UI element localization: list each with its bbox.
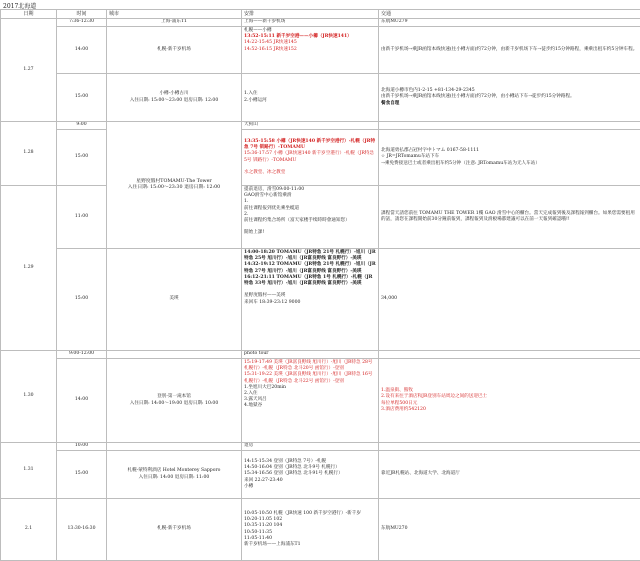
time-cell: 15:00: [57, 451, 107, 499]
table-row: [1, 499, 640, 561]
schedule-line: 星野度假村——美瑛: [244, 293, 376, 299]
sheet-title: 2017北海道: [3, 1, 36, 10]
city-checkin: 入住日期: 15:00～23:00 退房日期: 12:00: [109, 98, 239, 104]
transport-text: 北海道小樽市色内1-2-15 +81-134-29-2345 由新千岁机场→乘JR函馆本线快速(往小樽方面)约72分钟，由小樽站下车→徒步约15分钟路程。: [381, 88, 638, 100]
city-name: 星野度假村TOMAMU-The Tower: [109, 179, 239, 185]
schedule-cell: [242, 74, 379, 122]
table-row: [1, 351, 640, 359]
schedule-line: 14:32-19:12 TOMAMU（JR特急 21号 札幌行）-旭川（JR特急 27号 旭川行）-旭川（JR富良野线 富良野行）-美瑛: [244, 262, 376, 274]
city-checkin: 入住日期: 14:00 退房日期: 11:00: [109, 475, 239, 481]
transport-cell: [379, 130, 640, 186]
schedule-line: 提前退房，滑雪09:00-11:00: [244, 187, 376, 193]
time-cell: 15:00: [57, 74, 107, 122]
schedule-line: 水之教堂、冰之教堂: [244, 170, 376, 176]
transport-cell: [379, 443, 640, 451]
schedule-cell: [242, 186, 379, 249]
table-row: [1, 27, 640, 74]
transport-cell: [379, 122, 640, 130]
itinerary-table: [0, 9, 640, 561]
schedule-line: 1.: [244, 199, 376, 205]
city-cell: 上海-浦东T1: [107, 19, 242, 27]
city-cell: [107, 359, 242, 443]
table-row: [1, 451, 640, 499]
city-cell: [107, 451, 242, 499]
table-row: [1, 186, 640, 249]
city-cell: 札幌-新千岁机场: [107, 499, 242, 561]
schedule-line: 新千岁机场——上海浦东T1: [244, 542, 376, 548]
city-name: 札幌-蒙特利酒店 Hotel Monterey Sapporo: [109, 468, 239, 474]
schedule-line: 13:35-15:58 小樽（JR快速140 新千岁空港行）-札幌（JR特急 7号 钏路行）-TOMAMU: [244, 139, 376, 151]
schedule-line: 14:00-18:20 TOMAMU（JR特急 21号 札幌行）-旭川（JR特急 25号 旭川行）-旭川（JR富良野线 富良野行）-美瑛: [244, 250, 376, 262]
date-cell: 2.1: [1, 499, 57, 561]
header-date: 日期: [1, 10, 57, 19]
schedule-line: 札幌——小樽: [244, 28, 376, 34]
schedule-line: 14:50-16:04 登别（JR特急 北斗9号 札幌行）: [244, 465, 376, 471]
date-cell: 1.27: [1, 19, 57, 122]
schedule-line: 4.地狱谷: [244, 403, 376, 409]
transport-note: 餐食自理: [381, 101, 638, 107]
schedule-line: 13:52-15:11 新千岁空港——小樽（JR快速141）: [244, 34, 376, 40]
schedule-line: 14:22-15:45 JR快速145: [244, 40, 376, 46]
schedule-line: 2.: [244, 212, 376, 218]
schedule-line: 10:05-10:50 札幌（JR快速 100 新千岁空港行）-新千岁: [244, 511, 376, 517]
transport-text: 1.温泉街、熊牧 2.设有来往于酒店和JR登别车站周边之间的送迎巴士 每位单程500日元 3.酒店费用约542120: [381, 388, 638, 413]
header-time: 时间: [57, 10, 107, 19]
transport-cell: [379, 186, 640, 249]
time-cell: 15:00: [57, 249, 107, 351]
transport-cell: [379, 351, 640, 359]
schedule-line: 来回 22:27-23:40: [244, 478, 376, 484]
time-cell: 10:00: [57, 443, 107, 451]
transport-cell: 东航MU270: [379, 499, 640, 561]
time-cell: 11:00: [57, 186, 107, 249]
schedule-cell: photo tour: [242, 351, 379, 359]
schedule-line: 11:05-11:40: [244, 536, 376, 542]
schedule-line: 前往课程约集合场所（富天家楼手续時時會通知您）: [244, 218, 376, 224]
time-cell: 14:00: [57, 27, 107, 74]
time-cell: 9:00: [57, 122, 107, 130]
schedule-line: 10:20-11.05 102: [244, 517, 376, 523]
transport-cell: 东航MU279: [379, 19, 640, 27]
table-row: [1, 359, 640, 443]
schedule-line: 10:50-11:35: [244, 530, 376, 536]
table-row: [1, 19, 640, 27]
transport-cell: [379, 27, 640, 74]
table-row: [1, 122, 640, 130]
city-name: 小樽-小樽古川: [109, 91, 239, 97]
city-name: 登别-第一滝本馆: [109, 394, 239, 400]
date-cell: 1.28: [1, 122, 57, 186]
time-cell: 7:36-12:30: [57, 19, 107, 27]
schedule-cell: 天狗山: [242, 122, 379, 130]
table-row: [1, 443, 640, 451]
schedule-cell: [242, 249, 379, 351]
transport-cell: [379, 74, 640, 122]
transport-cell: [379, 359, 640, 443]
table-row: [1, 130, 640, 186]
schedule-line: 14:15-15:34 登别（JR特急 7号）-札幌: [244, 459, 376, 465]
time-cell: 15:00: [57, 130, 107, 186]
city-cell: 札幌-新千岁机场: [107, 27, 242, 74]
schedule-line: 16:12-21:11 TOMAMU（JR特急 1号 札幌行）-札幌（JR特急 33号 旭川行）-旭川（JR富良野线 富良野行）-美瑛: [244, 275, 376, 287]
header-transport: 交通: [379, 10, 640, 19]
schedule-line: GAO滑雪中心新馆乘滑: [244, 193, 376, 199]
date-cell: 1.29: [1, 186, 57, 351]
schedule-cell: [242, 130, 379, 186]
schedule-line: 2.小樽运河: [244, 98, 376, 104]
time-cell: 9:00-12:00: [57, 351, 107, 359]
schedule-line: 3.露天风吕: [244, 397, 376, 403]
city-cell: 美瑛: [107, 249, 242, 351]
transport-text: 課程當天請您前往 TOMAMU THE TOWER 1樓 GAO 滑雪中心的櫃台。當天完成報到後及課程報到櫃台。如果您需要租用的話，請您在課程開始前30分鐘前報到，課程報到及滑板場都建議可以在前一天報到確認哦!!: [381, 211, 638, 223]
schedule-cell: 上海——新千岁机场: [242, 19, 379, 27]
schedule-cell: 退房: [242, 443, 379, 451]
city-cell: [107, 122, 242, 249]
transport-cell: 靠近JR札幌站、北海道大学、北海道厅: [379, 451, 640, 499]
header-schedule: 安排: [242, 10, 379, 19]
time-cell: 13:30-16:30: [57, 499, 107, 561]
header-city: 城市: [107, 10, 242, 19]
city-checkin: 入住日期: 15:00～23:30 退房日期: 12:00: [109, 185, 239, 191]
schedule-line: 開始上課!: [244, 230, 376, 236]
time-cell: 14:00: [57, 359, 107, 443]
city-cell: [107, 74, 242, 122]
schedule-line: 前往课程报到优先乘坐缆道: [244, 206, 376, 212]
schedule-line: 15:36-17:57 小樽（JR快速140 新千岁空港行）-札幌（JR特急 5号 钏路行）-TOMAMU: [244, 151, 376, 163]
city-checkin: 入住日期: 14:00～19:00 退房日期: 10:00: [109, 401, 239, 407]
schedule-line: 2.入住: [244, 391, 376, 397]
schedule-line: 15:19-17:49 美瑛（JR富良野线 旭川行）-旭川（JR特急 28号 札幌行）-札幌（JR特急 北斗20号 函馆行）-登别: [244, 360, 376, 372]
city-cell: [107, 351, 242, 359]
schedule-cell: [242, 499, 379, 561]
date-cell: 1.30: [1, 351, 57, 443]
transport-cell: 34,000: [379, 249, 640, 351]
schedule-cell: [242, 359, 379, 443]
table-row: [1, 249, 640, 351]
schedule-line: 15:34-16:56 登别（JR特急 北斗91号 札幌行）: [244, 471, 376, 477]
schedule-line: 1.入住: [244, 91, 376, 97]
schedule-cell: [242, 27, 379, 74]
schedule-cell: [242, 451, 379, 499]
schedule-line: 来回车 18:39-23:12 9000: [244, 300, 376, 306]
schedule-line: 1.坐旭川大巴20min: [244, 385, 376, 391]
transport-text: 由新千岁机场→乘JR函馆本线快速(往小樽方面)约72分钟，由新千岁机场下车→徒步约15分钟路程，乘乘出租车约5分钟车程。: [381, 47, 638, 53]
table-row: [1, 74, 640, 122]
transport-text: 北海道勇払郡占冠村字中トマム 0167-58-1111 ☆ JR=JRTomamu车站下车 →乘免费接送巴士或者乘出租车约5分钟（注意: JRTomamu车站为无人车站）: [381, 148, 638, 167]
header-row: [1, 10, 640, 19]
schedule-line: 10:35-11:20 104: [244, 523, 376, 529]
schedule-line: 15:31-19:22 美瑛（JR富良野线 旭川行）-旭川（JR特急 16号 札幌行）-札幌（JR特急 北斗22号 函馆行）-登别: [244, 372, 376, 384]
schedule-line: 小樽: [244, 484, 376, 490]
date-cell: 1.31: [1, 443, 57, 499]
schedule-line: 14:52-16:15 JR快速152: [244, 47, 376, 53]
city-cell: [107, 443, 242, 451]
